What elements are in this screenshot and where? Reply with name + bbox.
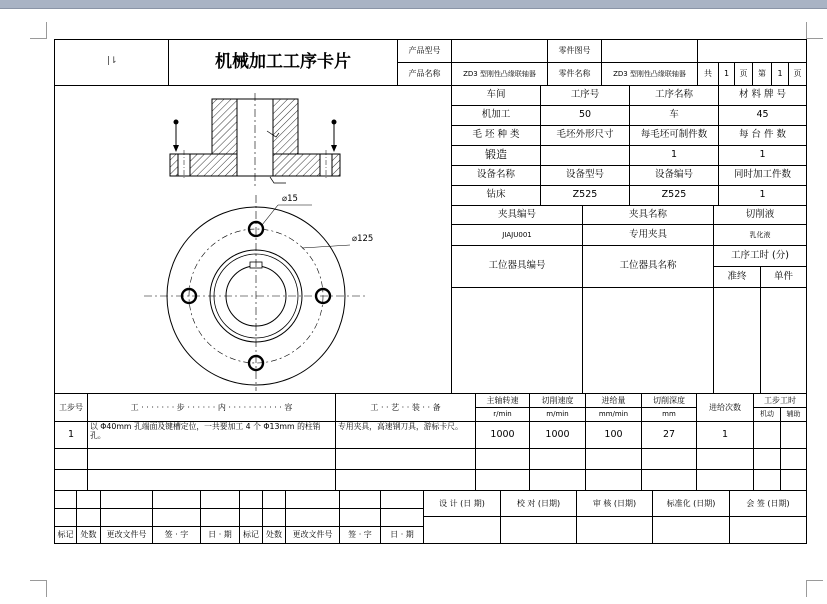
station-tool-no-label: 工位器具编号 xyxy=(451,245,583,288)
part-name-value: ZD3 型刚性凸缘联轴器 xyxy=(601,62,698,86)
crop-mark-top-right xyxy=(806,22,823,39)
design-label: 设 计 (日 期) xyxy=(423,490,501,517)
step-1-machine-time xyxy=(753,421,781,449)
doc-no-label: 更改文件号 xyxy=(100,526,153,544)
revision-cell xyxy=(285,490,340,509)
spindle-header: 主轴转速 xyxy=(475,393,530,408)
mark-label: 标记 xyxy=(54,526,77,544)
step-1-feed: 100 xyxy=(585,421,642,449)
step-empty-cell xyxy=(475,448,530,470)
product-name-value: ZD3 型刚性凸缘联轴器 xyxy=(451,62,548,86)
fixture-no-value: JIAJU001 xyxy=(451,224,583,246)
equip-no-value: Z525 xyxy=(629,185,719,206)
step-no-header: 工步号 xyxy=(54,393,88,422)
equipment-header: 工 · · 艺 · · 装 · · 备 xyxy=(335,393,476,422)
section-view xyxy=(170,93,340,187)
revision-cell xyxy=(100,490,153,509)
design-value xyxy=(423,516,501,544)
header-blank-cell: |⇂ xyxy=(54,39,169,86)
revision-cell xyxy=(54,508,77,527)
sign-label-2: 签 · 字 xyxy=(339,526,381,544)
audit-label: 审 核 (日期) xyxy=(576,490,653,517)
simultaneous-label: 同时加工件数 xyxy=(718,165,807,186)
revision-cell xyxy=(285,508,340,527)
date-label-2: 日 · 期 xyxy=(380,526,424,544)
blank-size-label: 毛坯外形尺寸 xyxy=(540,125,630,146)
step-empty-cell xyxy=(753,448,781,470)
crop-mark-bottom-right xyxy=(806,580,823,597)
step-empty-cell xyxy=(335,448,476,470)
feed-header: 进给量 xyxy=(585,393,642,408)
pieces-per-unit-value: 1 xyxy=(718,145,807,166)
step-time-header: 工步工时 xyxy=(753,393,807,408)
countersign-label: 会 签 (日期) xyxy=(729,490,807,517)
product-model-label: 产品型号 xyxy=(397,39,452,63)
passes-header: 进给次数 xyxy=(696,393,754,422)
equip-model-value: Z525 xyxy=(540,185,630,206)
spindle-unit: r/min xyxy=(475,407,530,422)
op-no-label: 工序号 xyxy=(540,85,630,106)
page-title: 机械加工工序卡片 xyxy=(168,39,398,86)
revision-cell xyxy=(152,490,201,509)
step-empty-cell xyxy=(753,469,781,491)
sheet-value: 1 xyxy=(771,62,789,86)
step-empty-cell xyxy=(780,469,807,491)
revision-cell xyxy=(100,508,153,527)
step-1-spindle: 1000 xyxy=(475,421,530,449)
window-top-bar xyxy=(0,0,827,9)
revision-cell xyxy=(200,508,240,527)
step-empty-cell xyxy=(696,448,754,470)
page-label: 页 xyxy=(734,62,753,86)
count-label: 处数 xyxy=(76,526,101,544)
total-value: 1 xyxy=(718,62,735,86)
coolant-label: 切削液 xyxy=(713,205,807,225)
step-empty-cell xyxy=(585,448,642,470)
station-tool-name-label: 工位器具名称 xyxy=(582,245,714,288)
step-empty-cell xyxy=(54,469,88,491)
op-no-value: 50 xyxy=(540,105,630,126)
mark-label-2: 标记 xyxy=(239,526,263,544)
step-empty-cell xyxy=(780,448,807,470)
revision-cell xyxy=(262,508,286,527)
op-name-value: 车 xyxy=(629,105,719,126)
unit-time-value xyxy=(760,287,807,394)
op-name-label: 工序名称 xyxy=(629,85,719,106)
sign-label: 签 · 字 xyxy=(152,526,201,544)
doc-no-label-2: 更改文件号 xyxy=(285,526,340,544)
fixture-no-label: 夹具编号 xyxy=(451,205,583,225)
equip-model-label: 设备型号 xyxy=(540,165,630,186)
count-label-2: 处数 xyxy=(262,526,286,544)
date-label: 日 · 期 xyxy=(200,526,240,544)
crop-mark-top-left xyxy=(30,22,47,39)
step-1-no: 1 xyxy=(54,421,88,449)
revision-cell xyxy=(239,508,263,527)
material-label: 材 料 牌 号 xyxy=(718,85,807,106)
crop-mark-bottom-left xyxy=(30,580,47,597)
part-drawing-no-label: 零件图号 xyxy=(547,39,602,63)
speed-unit: m/min xyxy=(529,407,586,422)
step-content-header: 工 · · · · · · · 步 · · · · · · 内 · · · · · · · · · · · 容 xyxy=(87,393,336,422)
step-empty-cell xyxy=(475,469,530,491)
speed-header: 切削速度 xyxy=(529,393,586,408)
part-name-label: 零件名称 xyxy=(547,62,602,86)
feed-unit: mm/min xyxy=(585,407,642,422)
blank-size-value xyxy=(540,145,630,166)
step-1-speed: 1000 xyxy=(529,421,586,449)
review-label: 校 对 (日期) xyxy=(500,490,577,517)
equip-no-label: 设备编号 xyxy=(629,165,719,186)
step-empty-cell xyxy=(696,469,754,491)
dim-circle-label: ⌀125 xyxy=(352,234,374,244)
step-1-equipment: 专用夹具，高速钢刀具，游标卡尺。 xyxy=(335,421,476,449)
material-value: 45 xyxy=(718,105,807,126)
header-blank-right xyxy=(697,39,807,63)
coolant-value: 乳化液 xyxy=(713,224,807,246)
prep-time-value xyxy=(713,287,761,394)
equip-name-label: 设备名称 xyxy=(451,165,541,186)
product-model-value xyxy=(451,39,548,63)
step-empty-cell xyxy=(335,469,476,491)
standard-value xyxy=(652,516,730,544)
revision-cell xyxy=(380,508,424,527)
step-empty-cell xyxy=(87,448,336,470)
review-value xyxy=(500,516,577,544)
part-drawing xyxy=(54,85,452,394)
aux-time-header: 辅助 xyxy=(780,407,807,422)
simultaneous-value: 1 xyxy=(718,185,807,206)
depth-header: 切削深度 xyxy=(641,393,697,408)
workshop-value: 机加工 xyxy=(451,105,541,126)
revision-cell xyxy=(200,490,240,509)
blank-type-value: 锻造 xyxy=(451,145,541,166)
revision-cell xyxy=(54,490,77,509)
total-label: 共 xyxy=(697,62,719,86)
step-empty-cell xyxy=(54,448,88,470)
step-empty-cell xyxy=(641,469,697,491)
sheet-label: 第 xyxy=(752,62,772,86)
pieces-per-blank-label: 每毛坯可制件数 xyxy=(629,125,719,146)
fixture-name-value: 专用夹具 xyxy=(582,224,714,246)
plan-view xyxy=(144,195,368,391)
dim-hole-label: ⌀15 xyxy=(282,194,298,204)
step-1-aux-time xyxy=(780,421,807,449)
step-1-content: 以 Φ40mm 孔端面及键槽定位，一共要加工 4 个 Φ13mm 的柱销孔。 xyxy=(87,421,336,449)
step-empty-cell xyxy=(87,469,336,491)
revision-cell xyxy=(339,490,381,509)
product-name-label: 产品名称 xyxy=(397,62,452,86)
step-1-depth: 27 xyxy=(641,421,697,449)
revision-cell xyxy=(76,508,101,527)
step-empty-cell xyxy=(641,448,697,470)
page-label-2: 页 xyxy=(788,62,807,86)
blank-type-label: 毛 坯 种 类 xyxy=(451,125,541,146)
machine-time-header: 机动 xyxy=(753,407,781,422)
pieces-per-unit-label: 每 台 件 数 xyxy=(718,125,807,146)
standard-label: 标准化 (日期) xyxy=(652,490,730,517)
revision-cell xyxy=(262,490,286,509)
fixture-name-label: 夹具名称 xyxy=(582,205,714,225)
countersign-value xyxy=(729,516,807,544)
station-tool-no-value xyxy=(451,287,583,394)
op-time-label: 工序工时 (分) xyxy=(713,245,807,267)
step-empty-cell xyxy=(529,469,586,491)
revision-cell xyxy=(76,490,101,509)
depth-unit: mm xyxy=(641,407,697,422)
revision-cell xyxy=(339,508,381,527)
unit-time-label: 单件 xyxy=(760,266,807,288)
workshop-label: 车间 xyxy=(451,85,541,106)
step-1-passes: 1 xyxy=(696,421,754,449)
part-drawing-no-value xyxy=(601,39,698,63)
step-empty-cell xyxy=(585,469,642,491)
prep-time-label: 准终 xyxy=(713,266,761,288)
equip-name-value: 钻床 xyxy=(451,185,541,206)
step-empty-cell xyxy=(529,448,586,470)
revision-cell xyxy=(380,490,424,509)
audit-value xyxy=(576,516,653,544)
station-tool-name-value xyxy=(582,287,714,394)
revision-cell xyxy=(152,508,201,527)
pieces-per-blank-value: 1 xyxy=(629,145,719,166)
revision-cell xyxy=(239,490,263,509)
